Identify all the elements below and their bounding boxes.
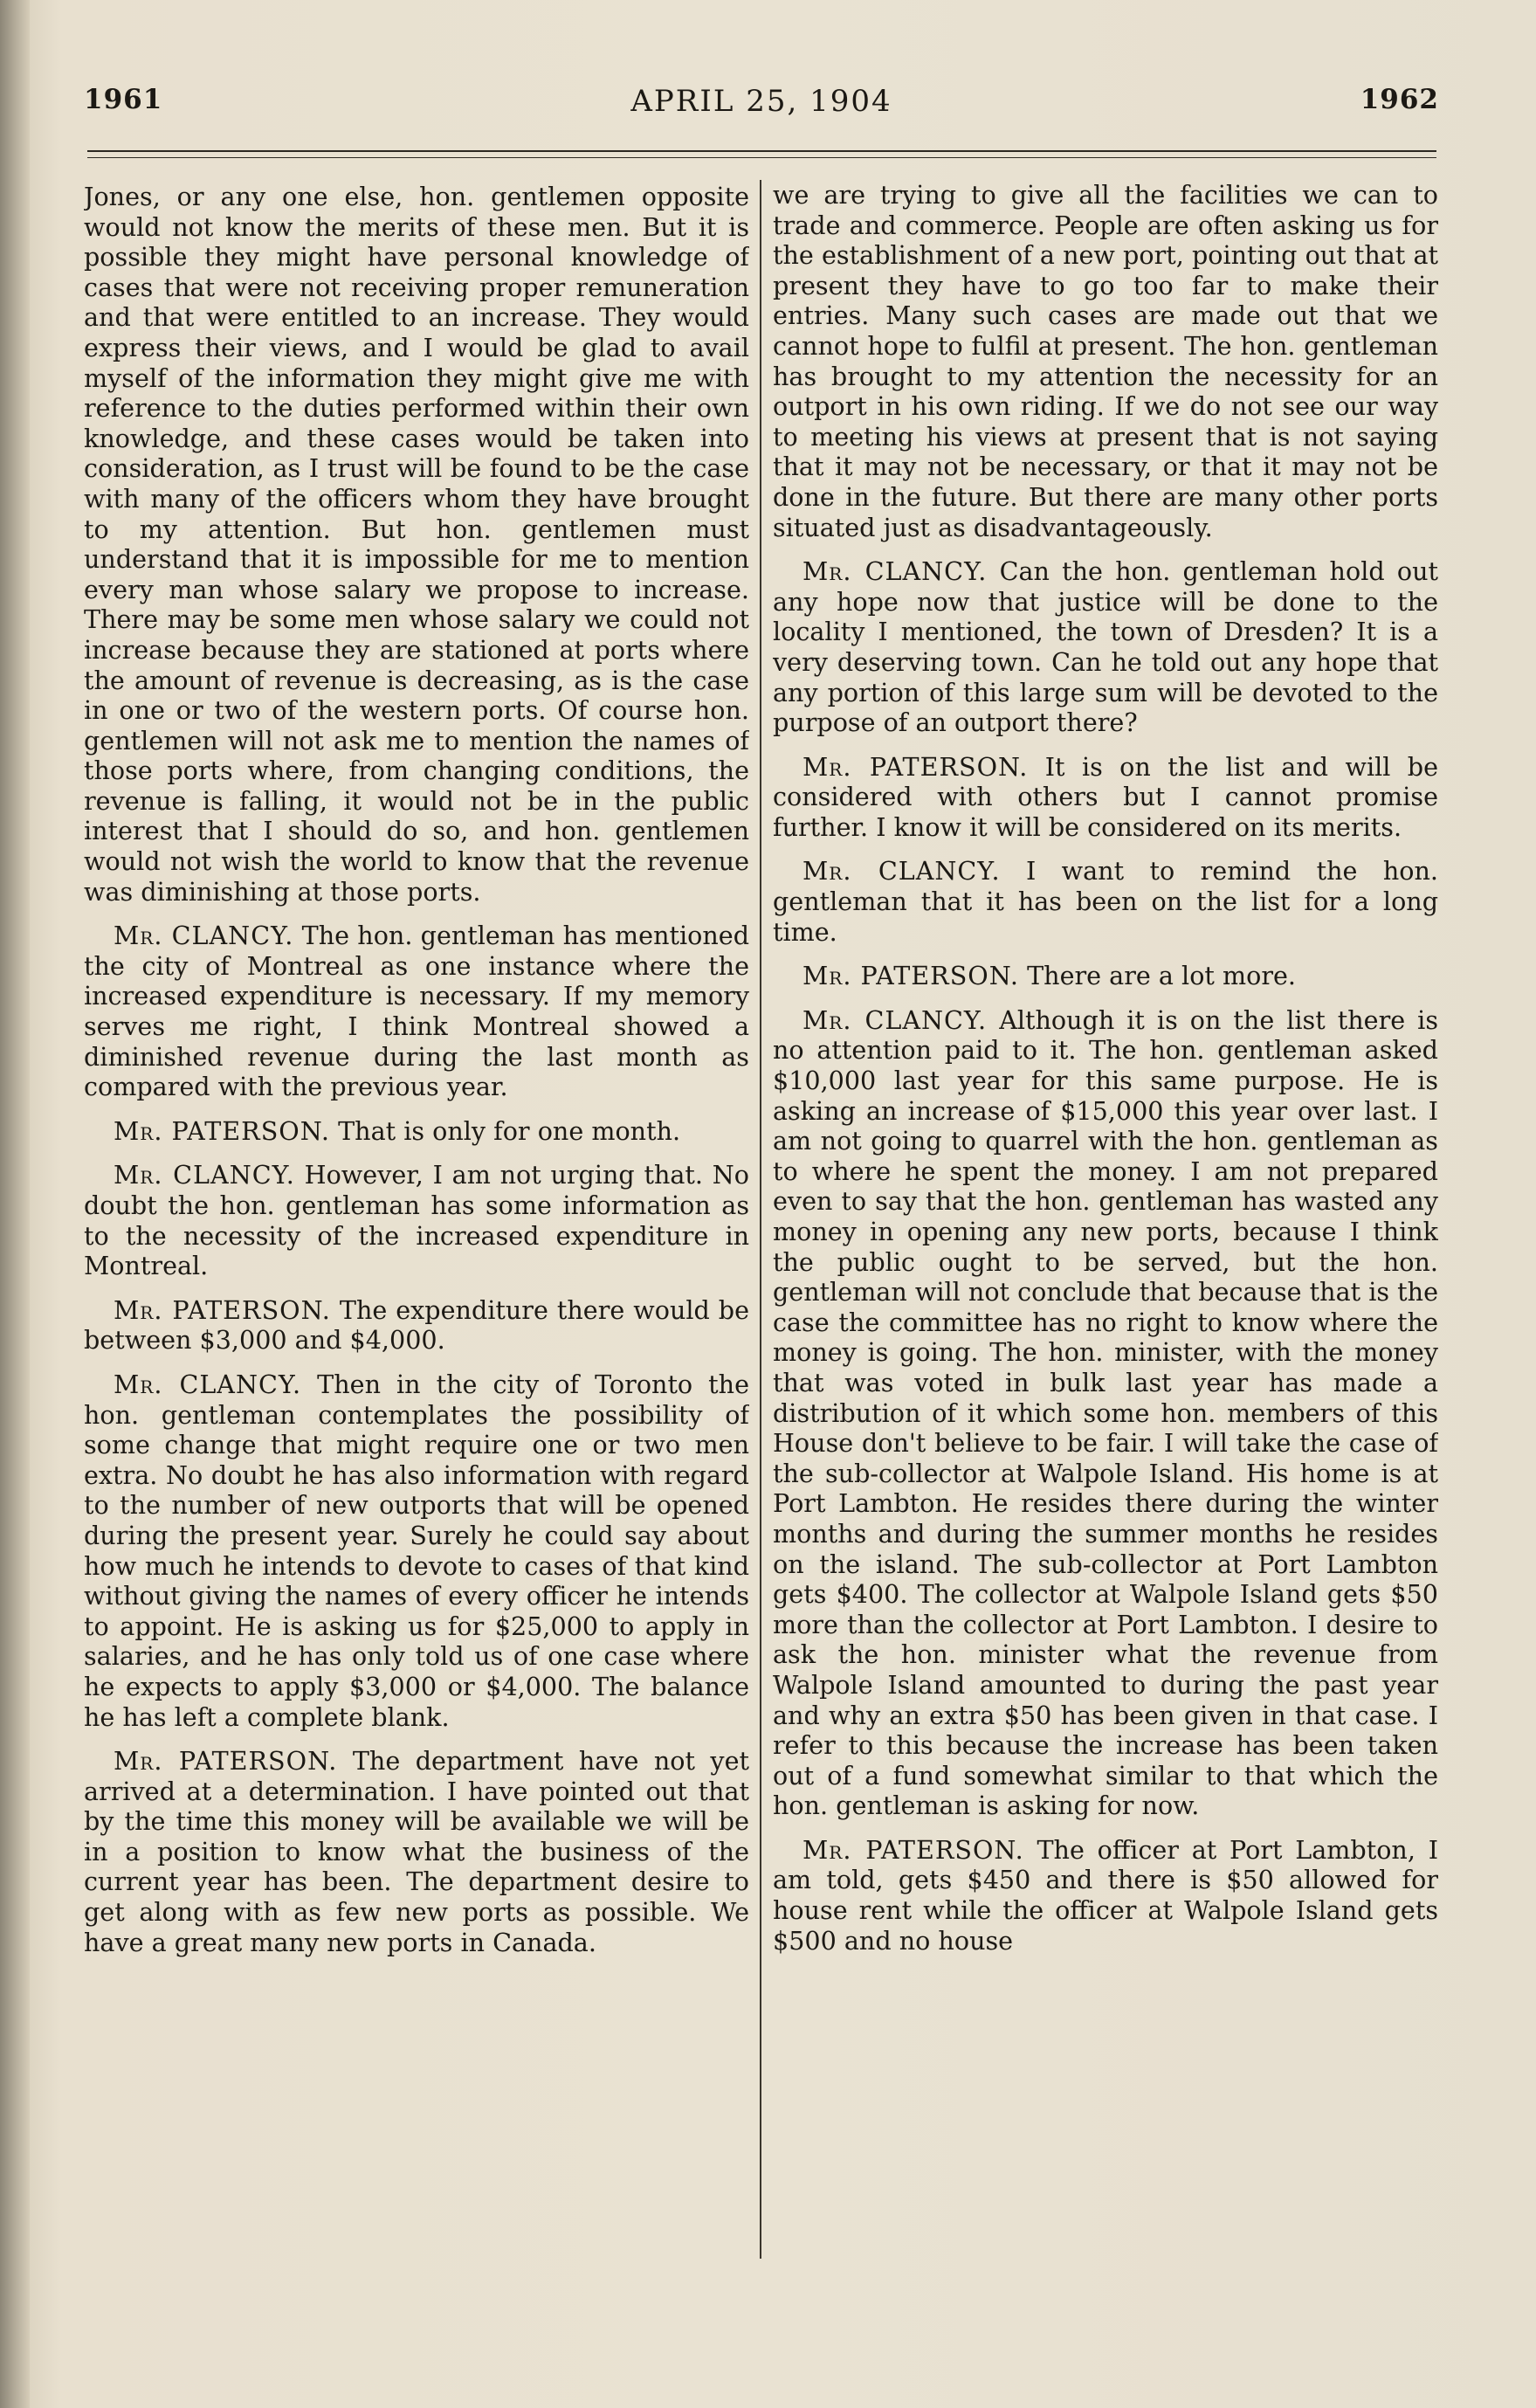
speech-text: I want to remind the hon. gentleman that it has been on the list for a long time. [773,856,1438,947]
speaker-name: Mr. PATERSON. [114,1746,338,1777]
speaker-name: Mr. CLANCY. [802,556,988,587]
header-page-left: 1961 [84,84,163,115]
speaker-name: Mr. CLANCY. [114,921,294,951]
speech-text: Although it is on the list there is no attention paid to it. The hon. gentleman asked $10,000 last year for this same purpose. He is asking an increase of $15,000 this year over last. I am not going to quarrel with the hon. gentleman as to where he spent the money. I am not prepared even to say that the hon. gentleman has wasted any money in opening any new ports, because I think the public ought to be served, but the hon. gentleman will not conclude that because that is the case the committee has no right to know where the money is going. The hon. minister, with the money that was voted in bulk last year has made a distribution of it which some hon. members of this House don't believe to be fair. I will take the case of the sub-collector at Walpole Island. His home is at Port Lambton. He resides there during the winter months and during the summer months he resides on the island. The sub-collector at Port Lambton gets $400. The collector at Walpole Island gets $50 more than the collector at Port Lambton. I desire to ask the hon. minister what the revenue from Walpole Island amounted to during the past year and why an extra $50 has been given in that case. I refer to this because the increase has been taken out of a fund somewhat similar to that which the hon. gentleman is asking for now. [773,1004,1438,1821]
speech-text: That is only for one month. [338,1115,681,1146]
speaker-name: Mr. PATERSON. [802,751,1029,782]
paragraph [84,1160,749,1280]
paragraph [773,1005,1438,1821]
speech-text: However, I am not urging that. No doubt the hon. gentleman has some information as to the necessity of the increased expenditure in Montreal. [84,1160,749,1281]
paragraph [773,752,1438,843]
speech-text: It is on the list and will be considered with others but I cannot promise further. I know it will be considered on its merits. [773,751,1438,842]
left-column [84,182,749,2304]
paragraph [84,1295,749,1356]
paragraph [773,180,1438,542]
paragraph [84,1746,749,1957]
column-divider [760,180,761,2259]
speaker-name: Mr. PATERSON. [802,961,1019,991]
paragraph [84,921,749,1102]
paragraph [773,1835,1438,1956]
speaker-name: Mr. PATERSON. [114,1115,330,1146]
header-page-right: 1962 [1360,84,1439,115]
speech-text: The hon. gentleman has mentioned the city of Montreal as one instance where the increased expenditure is necessary. If my memory serves me right, I think Montreal showed a diminished revenue during the last month as compared with the previous year. [84,921,749,1102]
speaker-name: Mr. CLANCY. [114,1369,302,1399]
right-column [773,180,1438,2302]
paragraph [84,1370,749,1732]
speech-text: The expenditure there would be between $3,000 and $4,000. [84,1294,749,1356]
speech-text: Then in the city of Toronto the hon. gentleman contemplates the possibility of some change that might require one or two men extra. No doubt he has also information with regard to the number of new outports that will be opened during the present year. Surely he could say about how much he intends to devote to cases of that kind without giving the names of every officer he intends to appoint. He is asking us for $25,000 to apply in salaries, and he has only told us of one case where he expects to apply $3,000 or $4,000. The balance he has left a complete blank. [84,1369,749,1732]
paragraph [773,961,1438,991]
paragraph [84,182,749,907]
speech-text: The department have not yet arrived at a determination. I have pointed out that by the time this money will be available we will be in a position to know what the business of the current year has been. The department desire to get along with as few new ports as possible. We have a great many new ports in Canada. [84,1746,749,1957]
paragraph [84,1116,749,1147]
speaker-name: Mr. CLANCY. [802,1004,988,1035]
book-spine-shadow [0,0,30,2408]
paragraph [773,856,1438,947]
speech-text: we are trying to give all the facilities we can to trade and commerce. People are often asking us for the establishment of a new port, pointing out that at present they have to go too far to make their entries. Many such cases are made out that we cannot hope to fulfil at present. The hon. gentleman has brought to my attention the necessity for an outport in his own riding. If we do not see our way to meeting his views at present that is not saying that it may not be necessary, or that it may not be done in the future. But there are many other ports situated just as disadvantageously. [773,180,1438,542]
speech-text: The officer at Port Lambton, I am told, gets $450 and there is $50 allowed for house rent while the officer at Walpole Island gets $500 and no house [773,1834,1438,1956]
speaker-name: Mr. CLANCY. [802,856,1001,887]
speaker-name: Mr. PATERSON. [802,1834,1024,1865]
page-header [84,84,1439,128]
speaker-name: Mr. PATERSON. [114,1294,331,1325]
header-rule [87,150,1436,158]
speech-text: Can the hon. gentleman hold out any hope now that justice will be done to the locality I mentioned, the town of Dresden? It is a very deserving town. Can he told out any hope that any portion of this large sum will be devoted to the purpose of an outport there? [773,556,1438,738]
speaker-name: Mr. CLANCY. [114,1160,295,1190]
speech-text: Jones, or any one else, hon. gentlemen opposite would not know the merits of these men. But it is possible they might have personal knowledge of cases that were not receiving proper remuneration and that were entitled to an increase. They would express their views, and I would be glad to avail myself of the information they might give me with reference to the duties performed within their own knowledge, and these cases would be taken into consideration, as I trust will be found to be the case with many of the officers whom they have brought to my attention. But hon. gentlemen must understand that it is impossible for me to mention every man whose salary we propose to increase. There may be some men whose salary we could not increase because they are stationed at ports where the amount of revenue is decreasing, as is the case in one or two of the western ports. Of course hon. gentlemen will not ask me to mention the names of those ports where, from changing conditions, the revenue is falling, it would not be in the public interest that I should do so, and hon. gentlemen would not wish the world to know that the revenue was diminishing at those ports. [84,182,749,907]
header-date: APRIL 25, 1904 [630,84,892,119]
speech-text: There are a lot more. [1027,961,1296,991]
paragraph [773,556,1438,738]
